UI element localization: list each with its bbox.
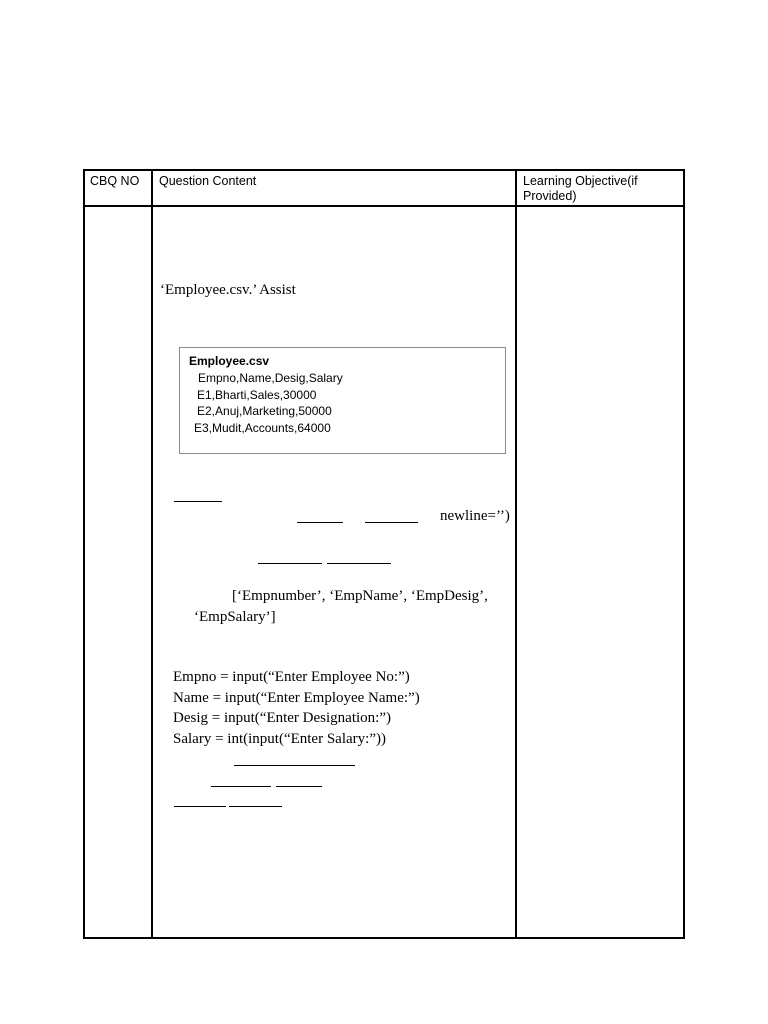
csv-row: Empno,Name,Desig,Salary: [198, 371, 343, 385]
code-line: Desig = input(“Enter Designation:”): [173, 710, 391, 726]
csv-row: E2,Anuj,Marketing,50000: [197, 404, 332, 418]
blank-underline: [258, 563, 322, 564]
header-row-divider: [83, 205, 685, 207]
newline-argument: newline=’’): [440, 508, 510, 524]
blank-underline: [276, 786, 322, 787]
blank-underline: [234, 765, 355, 766]
csv-row: E1,Bharti,Sales,30000: [197, 388, 317, 402]
blank-underline: [174, 806, 226, 807]
blank-underline: [365, 522, 418, 523]
header-learning-objective-line1: Learning Objective(if: [523, 174, 638, 188]
header-cbq-no: CBQ NO: [90, 174, 140, 188]
header-learning-objective: [523, 174, 638, 204]
csv-file-title: Employee.csv: [189, 354, 270, 368]
header-list-line1: [‘Empnumber’, ‘EmpName’, ‘EmpDesig’,: [232, 588, 488, 604]
code-line: Salary = int(input(“Enter Salary:”)): [173, 731, 386, 747]
header-list-line2: ‘EmpSalary’]: [194, 609, 276, 625]
header-question-content: Question Content: [159, 174, 257, 188]
blank-underline: [297, 522, 343, 523]
blank-underline: [174, 501, 222, 502]
header-learning-objective-line2: Provided): [523, 189, 577, 203]
question-intro: ‘Employee.csv.’ Assist: [160, 282, 296, 298]
code-line: Empno = input(“Enter Employee No:”): [173, 669, 410, 685]
blank-underline: [229, 806, 282, 807]
csv-row: E3,Mudit,Accounts,64000: [194, 421, 331, 435]
column-divider-1: [151, 169, 153, 939]
blank-underline: [211, 786, 271, 787]
code-line: Name = input(“Enter Employee Name:”): [173, 690, 420, 706]
blank-underline: [327, 563, 391, 564]
column-divider-2: [515, 169, 517, 939]
